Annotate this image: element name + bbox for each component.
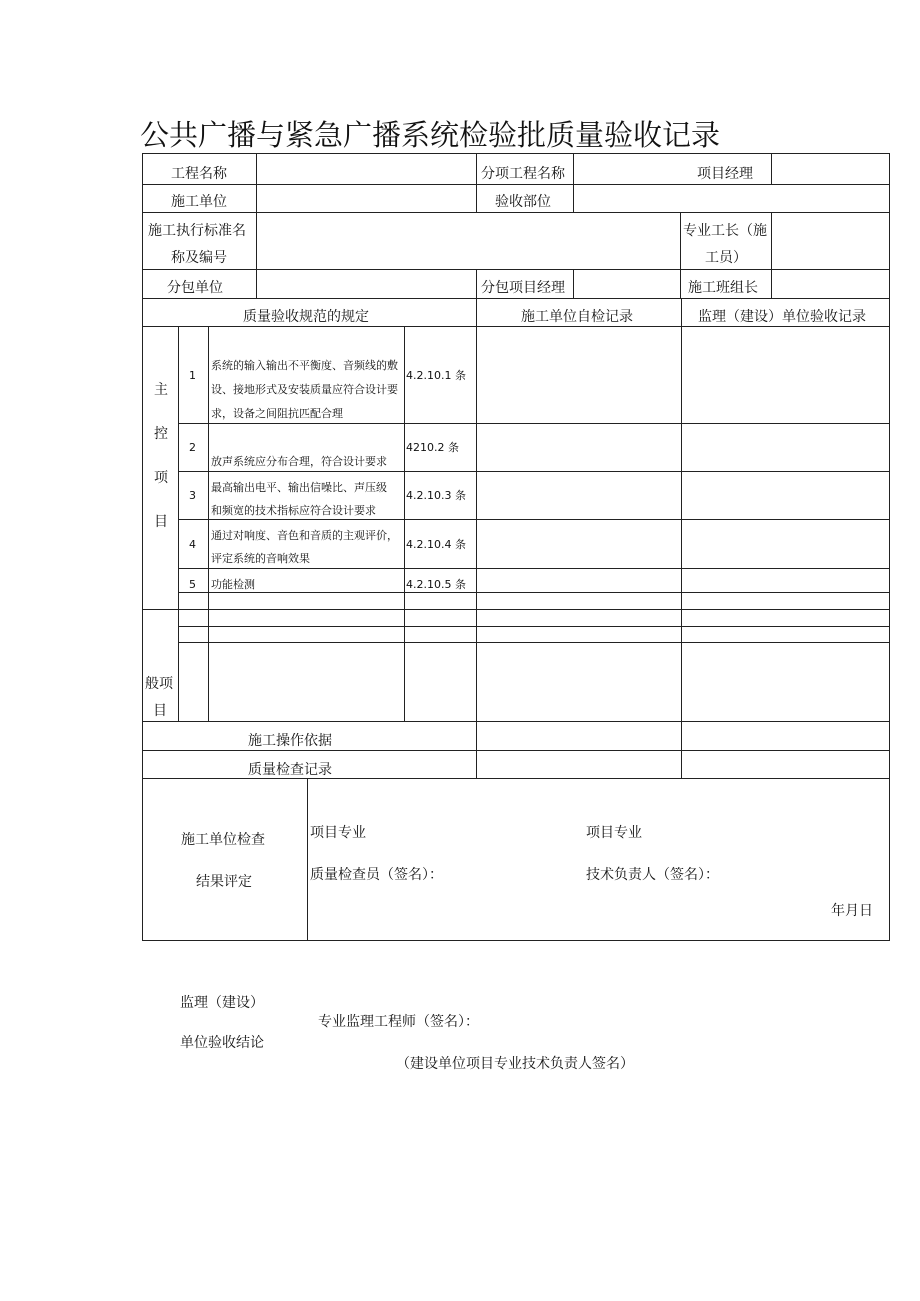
- col-divider: [680, 269, 681, 298]
- col-divider: [573, 269, 574, 298]
- item-requirement-line: 放声系统应分布合理，符合设计要求: [211, 455, 387, 468]
- item-clause: 4.2.10.1 条: [406, 369, 466, 382]
- item-number: 3: [189, 489, 196, 502]
- row-divider: [143, 184, 889, 185]
- page-title: 公共广播与紧急广播系统检验批质量验收记录: [140, 118, 721, 152]
- subcontract-unit-label: 分包单位: [167, 280, 223, 296]
- row-divider: [143, 212, 889, 213]
- sub-project-name-label: 分项工程名称: [481, 166, 565, 182]
- item-requirement-line: 求，设备之间阻抗匹配合理: [211, 407, 343, 420]
- row-divider: [178, 471, 889, 472]
- col-divider: [476, 298, 477, 326]
- row-divider: [143, 269, 889, 270]
- main-control-label-char: 项: [154, 470, 168, 486]
- owner-technical-lead-note: （建设单位项目专业技术负责人签名）: [396, 1056, 634, 1072]
- main-control-label-char: 目: [154, 514, 168, 530]
- item-requirement-line: 最高输出电平、输出信噪比、声压级: [211, 481, 387, 494]
- col-divider: [771, 212, 772, 269]
- row-divider: [178, 642, 889, 643]
- col-divider: [307, 778, 308, 941]
- row-divider: [178, 592, 889, 593]
- general-items-label: 目: [153, 703, 167, 719]
- item-number: 4: [189, 538, 196, 551]
- standard-label-line1: 施工执行标准名: [148, 223, 246, 239]
- construction-basis-label: 施工操作依据: [248, 733, 332, 749]
- item-clause: 4.2.10.3 条: [406, 489, 466, 502]
- item-clause: 4210.2 条: [406, 441, 459, 454]
- foreman-label-line1: 专业工长（施: [683, 223, 767, 239]
- row-divider: [178, 626, 889, 627]
- spec-column-heading: 质量验收规范的规定: [243, 309, 369, 325]
- item-clause: 4.2.10.4 条: [406, 538, 466, 551]
- acceptance-form-table: [142, 153, 890, 941]
- supervising-engineer-signature-label: 专业监理工程师（签名）：: [318, 1014, 479, 1030]
- col-divider: [256, 184, 257, 212]
- supervision-column-heading: 监理（建设）单位验收记录: [698, 309, 866, 325]
- project-name-label: 工程名称: [171, 166, 227, 182]
- item-requirement-line: 通过对响度、音色和音质的主观评价，: [211, 529, 398, 542]
- item-requirement-line: 设、接地形式及安装质量应符合设计要: [211, 383, 398, 396]
- col-divider: [476, 184, 477, 212]
- col-divider: [771, 269, 772, 298]
- row-divider: [143, 778, 889, 779]
- evaluation-date-label: 年月日: [831, 903, 873, 919]
- col-divider: [404, 326, 405, 721]
- row-divider: [143, 298, 889, 299]
- evaluation-label-line2: 结果评定: [196, 874, 252, 890]
- item-number: 1: [189, 369, 196, 382]
- col-divider: [573, 184, 574, 212]
- subcontract-manager-label: 分包项目经理: [481, 280, 565, 296]
- col-divider: [681, 326, 682, 778]
- project-professional-right: 项目专业: [586, 825, 642, 841]
- col-divider: [771, 154, 772, 184]
- standard-label-line2: 称及编号: [171, 250, 227, 266]
- col-divider: [681, 298, 682, 326]
- foreman-label-line2: 工员）: [705, 250, 747, 266]
- item-number: 2: [189, 441, 196, 454]
- row-divider: [178, 423, 889, 424]
- item-clause: 4.2.10.5 条: [406, 578, 466, 591]
- project-professional-left: 项目专业: [310, 825, 366, 841]
- col-divider: [476, 326, 477, 778]
- self-check-column-heading: 施工单位自检记录: [521, 309, 633, 325]
- main-control-label-char: 主: [154, 382, 168, 398]
- col-divider: [476, 154, 477, 184]
- technical-lead-signature-label: 技术负责人（签名）：: [586, 867, 719, 883]
- supervision-label-line2: 单位验收结论: [180, 1035, 264, 1051]
- row-divider: [178, 568, 889, 569]
- item-requirement-line: 功能检测: [211, 578, 255, 591]
- project-manager-label: 项目经理: [697, 166, 753, 182]
- item-number: 5: [189, 578, 196, 591]
- row-divider: [143, 326, 889, 327]
- supervision-label-line1: 监理（建设）: [180, 995, 264, 1011]
- col-divider: [256, 154, 257, 184]
- item-requirement-line: 和频宽的技术指标应符合设计要求: [211, 504, 376, 517]
- quality-inspection-record-label: 质量检查记录: [248, 762, 332, 778]
- col-divider: [178, 326, 179, 721]
- evaluation-label-line1: 施工单位检查: [181, 832, 265, 848]
- construction-unit-label: 施工单位: [171, 194, 227, 210]
- row-divider: [143, 750, 889, 751]
- col-divider: [680, 212, 681, 269]
- row-divider: [178, 519, 889, 520]
- col-divider: [256, 212, 257, 269]
- general-items-label: 般项: [145, 676, 173, 692]
- row-divider: [143, 609, 889, 610]
- item-requirement-line: 评定系统的音响效果: [211, 552, 310, 565]
- team-leader-label: 施工班组长: [688, 280, 758, 296]
- col-divider: [573, 154, 574, 184]
- col-divider: [256, 269, 257, 298]
- row-divider: [143, 721, 889, 722]
- quality-inspector-signature-label: 质量检查员（签名）：: [310, 867, 443, 883]
- col-divider: [208, 326, 209, 721]
- main-control-label-char: 控: [154, 426, 168, 442]
- acceptance-part-label: 验收部位: [495, 194, 551, 210]
- item-requirement-line: 系统的输入输出不平衡度、音频线的敷: [211, 359, 398, 372]
- col-divider: [476, 269, 477, 298]
